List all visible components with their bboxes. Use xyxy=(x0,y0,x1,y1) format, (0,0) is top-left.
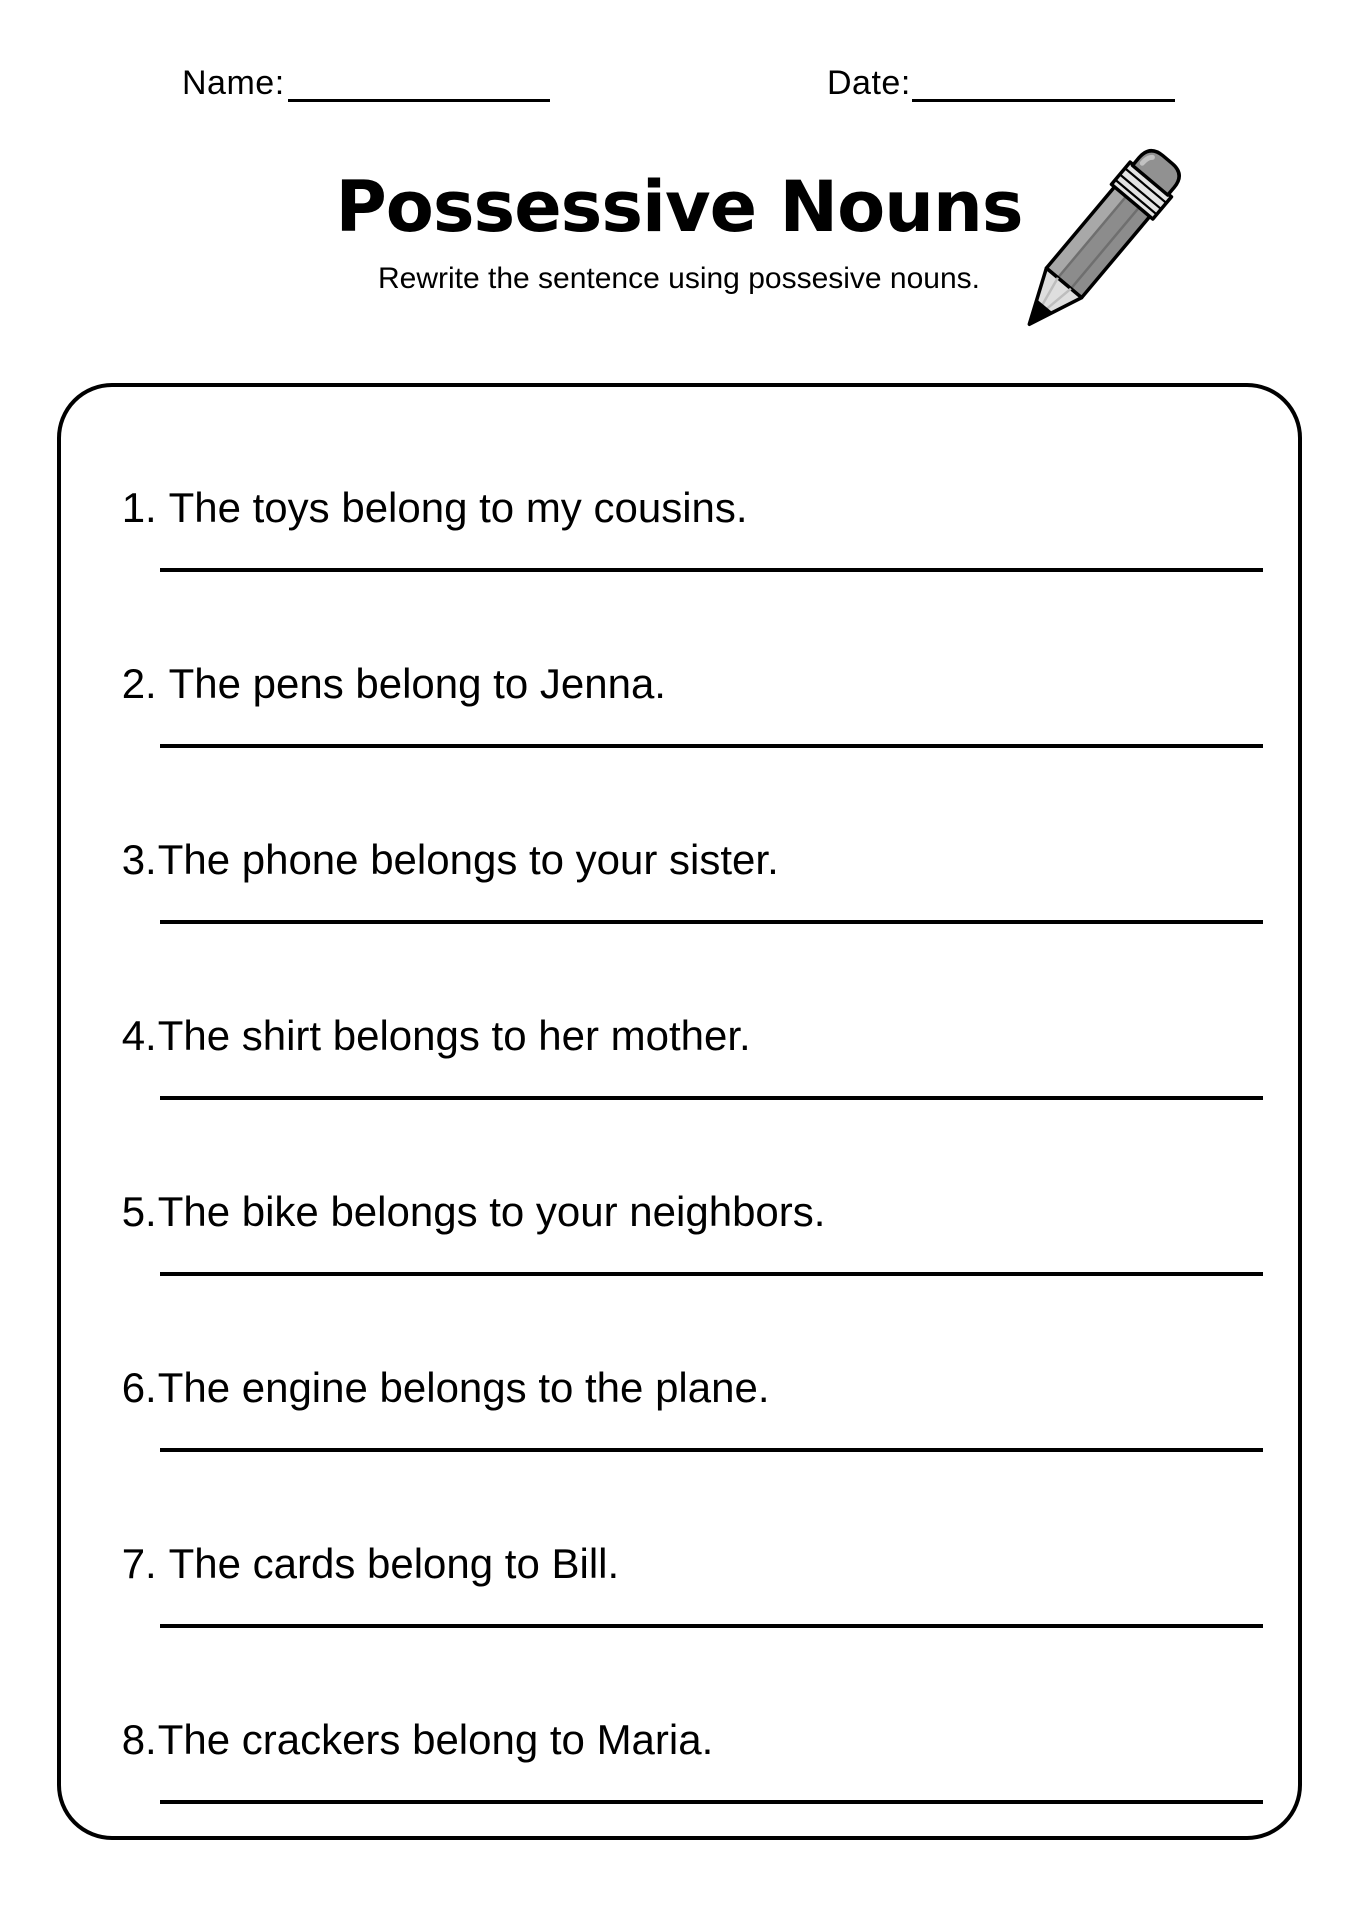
worksheet-item xyxy=(75,436,1288,601)
answer-line xyxy=(160,920,1263,924)
page-title: Possessive Nouns xyxy=(335,166,1023,248)
item-sentence: The engine belongs to the plane. xyxy=(157,1364,770,1412)
item-sentence: The phone belongs to your sister. xyxy=(157,836,779,884)
item-number: 8. xyxy=(121,1716,157,1764)
worksheet-box xyxy=(57,383,1302,1840)
answer-line xyxy=(160,1272,1263,1276)
item-sentence: The bike belongs to your neighbors. xyxy=(157,1188,826,1236)
item-sentence: The shirt belongs to her mother. xyxy=(157,1012,751,1060)
answer-line xyxy=(160,744,1263,748)
item-sentence: The crackers belong to Maria. xyxy=(157,1716,714,1764)
worksheet-item xyxy=(75,964,1288,1129)
worksheet-item xyxy=(75,612,1288,777)
instructions-text: Rewrite the sentence using possesive nouns. xyxy=(377,262,981,295)
item-number: 4. xyxy=(121,1012,157,1060)
worksheet-item xyxy=(75,1492,1288,1657)
item-number: 2. xyxy=(121,660,157,708)
item-sentence: The cards belong to Bill. xyxy=(157,1540,620,1588)
name-blank-line xyxy=(288,99,550,102)
item-number: 1. xyxy=(121,484,157,532)
answer-line xyxy=(160,1096,1263,1100)
worksheet-item xyxy=(75,1668,1288,1833)
item-number: 7. xyxy=(121,1540,157,1588)
pencil-icon xyxy=(995,120,1205,360)
item-sentence: The pens belong to Jenna. xyxy=(157,660,666,708)
worksheet-item xyxy=(75,1316,1288,1481)
item-number: 5. xyxy=(121,1188,157,1236)
item-sentence: The toys belong to my cousins. xyxy=(157,484,748,532)
item-number: 3. xyxy=(121,836,157,884)
item-number: 6. xyxy=(121,1364,157,1412)
worksheet-item xyxy=(75,1140,1288,1305)
answer-line xyxy=(160,1448,1263,1452)
answer-line xyxy=(160,1800,1263,1804)
name-label: Name: xyxy=(182,64,285,102)
date-blank-line xyxy=(912,99,1175,102)
answer-line xyxy=(160,1624,1263,1628)
answer-line xyxy=(160,568,1263,572)
worksheet-item xyxy=(75,788,1288,953)
date-label: Date: xyxy=(827,64,911,102)
